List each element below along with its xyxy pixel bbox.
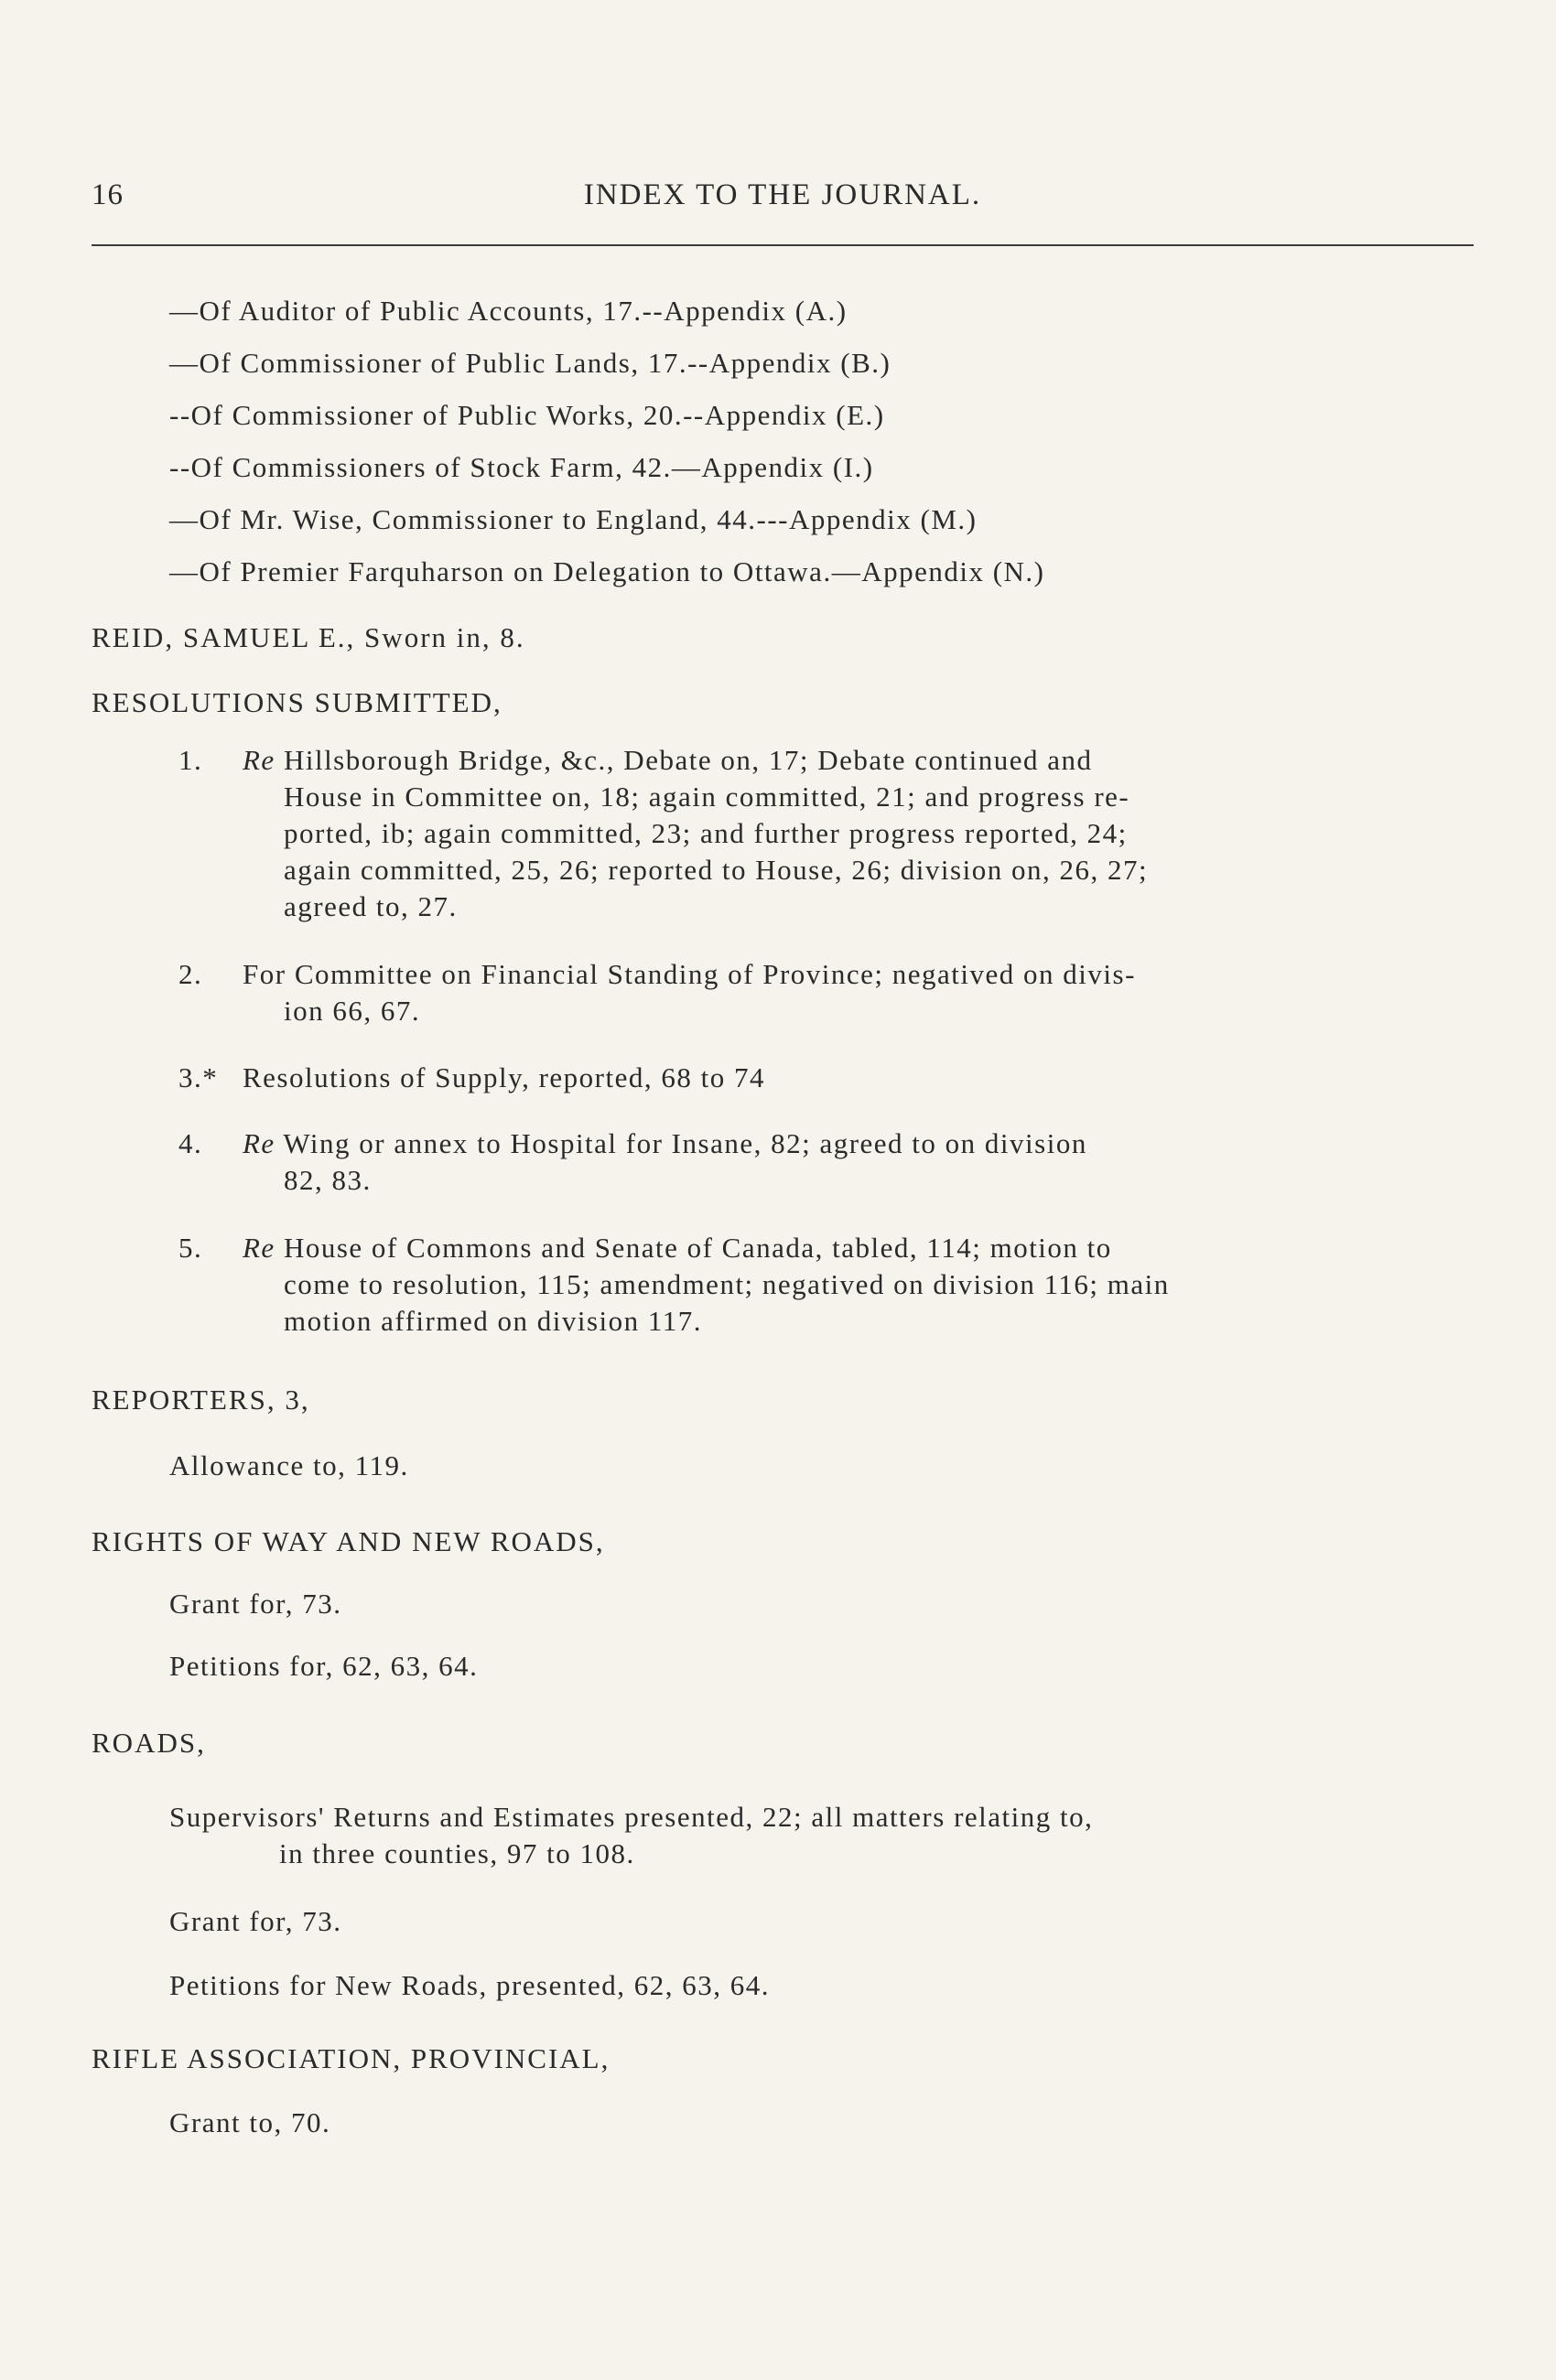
index-entry: Petitions for New Roads, presented, 62, 63, 64.: [169, 1969, 770, 2001]
re-prefix: Re: [243, 1127, 276, 1159]
index-entry: Grant for, 73.: [169, 1905, 342, 1937]
running-title: INDEX TO THE JOURNAL.: [583, 178, 982, 211]
header-rule: [92, 244, 1474, 246]
report-entry: —Of Auditor of Public Accounts, 17.--Appendix (A.): [169, 295, 848, 327]
index-heading-roads: ROADS,: [92, 1727, 206, 1759]
resolution-line: motion affirmed on division 117.: [284, 1305, 702, 1337]
index-entry: Grant to, 70.: [169, 2106, 331, 2138]
page-number: 16: [92, 178, 124, 211]
re-prefix: Re: [243, 1232, 276, 1264]
resolution-line: ported, ib; again committed, 23; and further progress reported, 24;: [284, 817, 1128, 849]
resolution-number: 5.: [178, 1232, 203, 1264]
report-entry: —Of Commissioner of Public Lands, 17.--Appendix (B.): [169, 347, 891, 379]
index-entry: Grant for, 73.: [169, 1588, 342, 1620]
index-entry: Petitions for, 62, 63, 64.: [169, 1650, 479, 1682]
resolution-line: Re House of Commons and Senate of Canada, tabled, 114; motion to: [243, 1232, 1112, 1264]
resolution-line: again committed, 25, 26; reported to House, 26; division on, 26, 27;: [284, 854, 1149, 886]
index-entry: Allowance to, 119.: [169, 1449, 409, 1481]
page-header: [92, 178, 1474, 224]
index-heading-reporters: REPORTERS, 3,: [92, 1384, 310, 1416]
resolution-number: 2.: [178, 958, 203, 990]
report-entry: --Of Commissioner of Public Works, 20.--Appendix (E.): [169, 399, 885, 431]
index-heading-rights-of-way: RIGHTS OF WAY AND NEW ROADS,: [92, 1525, 605, 1557]
resolution-number: 1.: [178, 744, 203, 776]
index-heading-resolutions: RESOLUTIONS SUBMITTED,: [92, 686, 502, 718]
resolution-line: come to resolution, 115; amendment; negatived on division 116; main: [284, 1268, 1170, 1300]
resolution-line: 82, 83.: [284, 1164, 372, 1196]
report-entry: —Of Mr. Wise, Commissioner to England, 44.---Appendix (M.): [169, 503, 978, 535]
index-heading-reid: REID, SAMUEL E., Sworn in, 8.: [92, 621, 525, 653]
resolution-line: Re Wing or annex to Hospital for Insane, 82; agreed to on division: [243, 1127, 1087, 1159]
resolution-number: 3.*: [178, 1061, 219, 1093]
resolution-line: House in Committee on, 18; again committed, 21; and progress re-: [284, 781, 1130, 813]
report-entry: --Of Commissioners of Stock Farm, 42.—Appendix (I.): [169, 451, 874, 483]
resolution-number: 4.: [178, 1127, 203, 1159]
resolution-line: Resolutions of Supply, reported, 68 to 74: [243, 1061, 765, 1093]
resolution-line: Re Hillsborough Bridge, &c., Debate on, 17; Debate continued and: [243, 744, 1093, 776]
resolution-line: ion 66, 67.: [284, 995, 421, 1027]
index-entry: Supervisors' Returns and Estimates presented, 22; all matters relating to,: [169, 1801, 1094, 1833]
report-entry: —Of Premier Farquharson on Delegation to Ottawa.—Appendix (N.): [169, 555, 1045, 587]
index-entry: in three counties, 97 to 108.: [279, 1837, 635, 1869]
index-heading-rifle: RIFLE ASSOCIATION, PROVINCIAL,: [92, 2042, 611, 2074]
resolution-line: agreed to, 27.: [284, 890, 458, 922]
resolution-line: For Committee on Financial Standing of Province; negatived on divis-: [243, 958, 1136, 990]
re-prefix: Re: [243, 744, 276, 776]
